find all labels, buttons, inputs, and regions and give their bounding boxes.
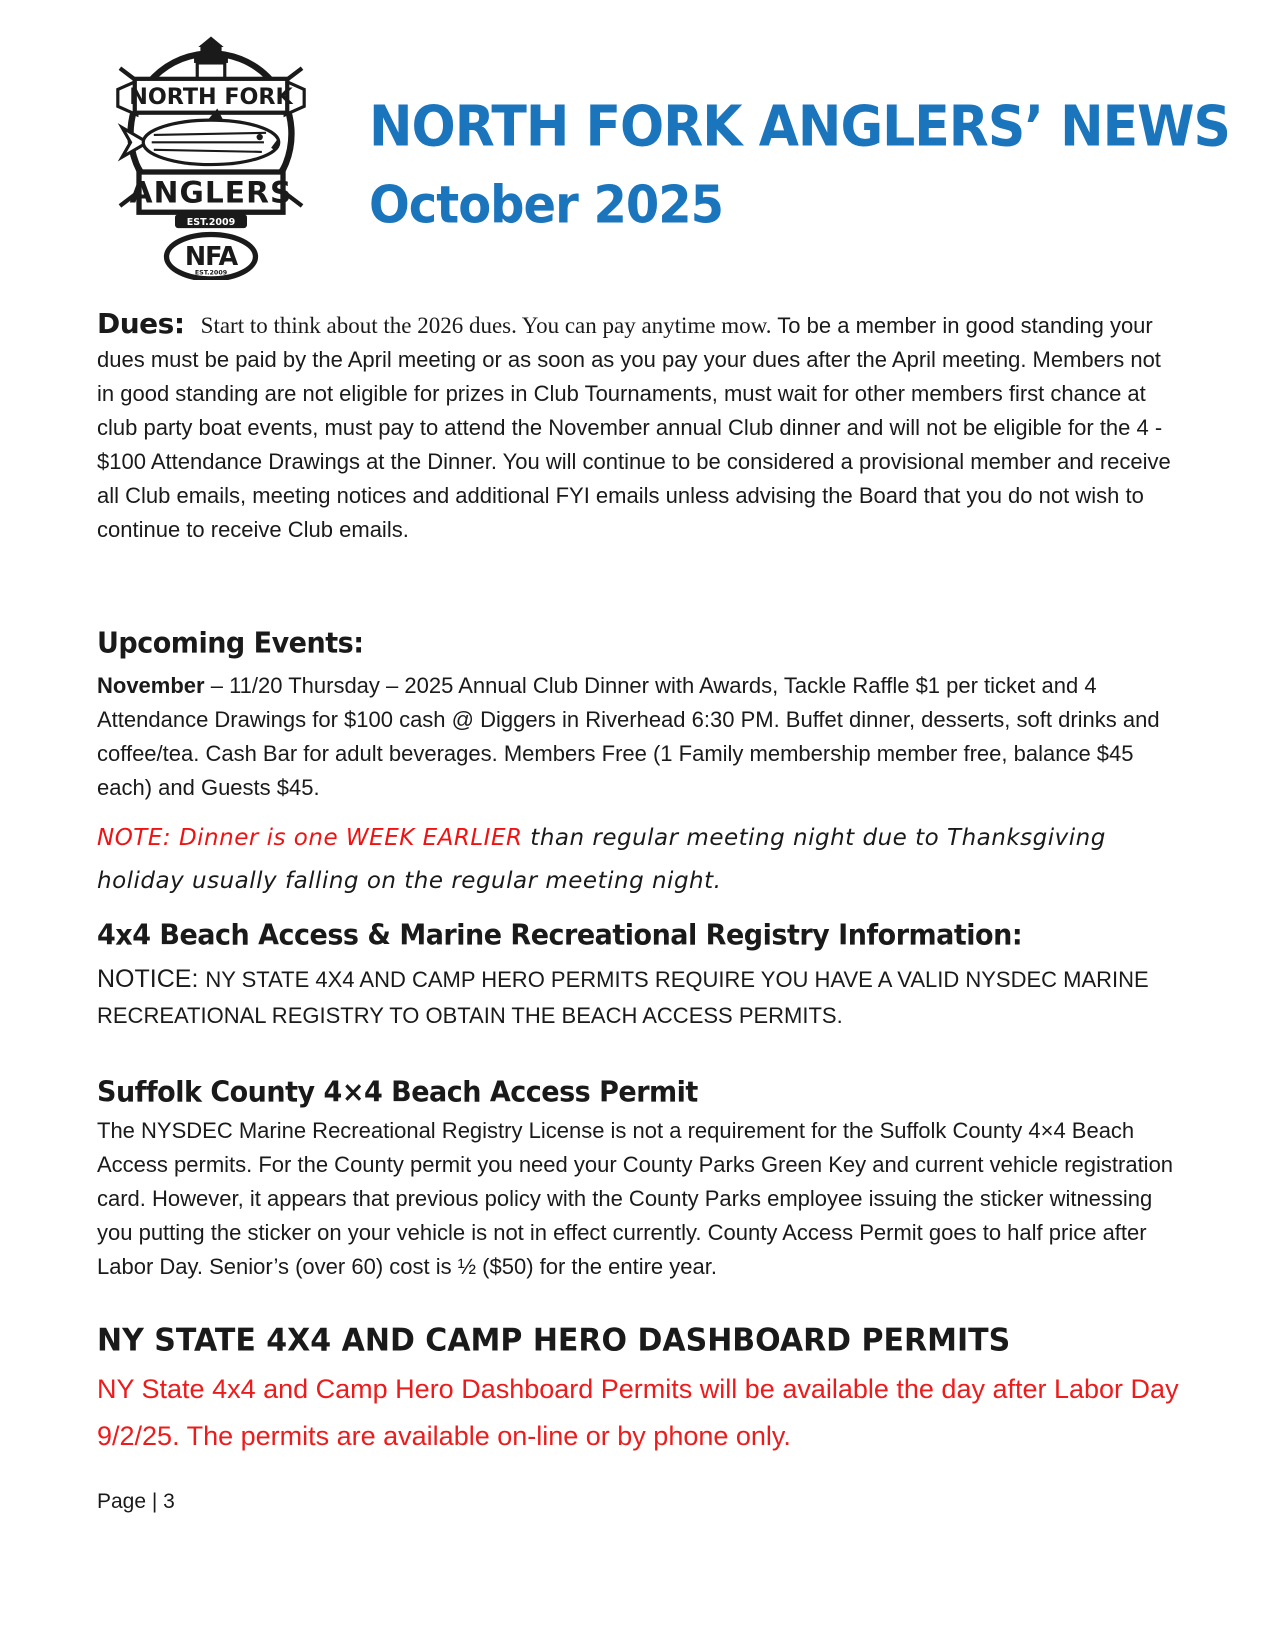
- title-block: [369, 28, 1230, 236]
- newsletter-header: [97, 28, 1230, 285]
- dues-label: Dues:: [97, 307, 185, 340]
- registry-info-heading: 4x4 Beach Access & Marine Recreational Registry Information:: [97, 919, 1023, 952]
- nfa-oval-logo-icon: [167, 234, 256, 278]
- nfa-text: NFA: [184, 241, 238, 272]
- notice-text: NY STATE 4X4 AND CAMP HERO PERMITS REQUIRE YOU HAVE A VALID NYSDEC MARINE RECREATIONAL REGISTRY TO OBTAIN THE BEACH ACCESS PERMITS.: [97, 967, 1149, 1028]
- november-event-text: – 11/20 Thursday – 2025 Annual Club Dinner with Awards, Tackle Raffle $1 per ticket and 4 Attendance Drawings for $100 cash @ Diggers in Riverhead 6:30 PM. Buffet dinner, desserts, soft drinks and coffee/tea. Cash Bar for adult beverages. Members Free (1 Family membership member free, balance $45 each) and Guests $45.: [97, 673, 1160, 800]
- newsletter-issue-date: October 2025: [369, 174, 724, 236]
- club-logo: [105, 28, 317, 285]
- suffolk-permit-paragraph: The NYSDEC Marine Recreational Registry License is not a requirement for the Suffolk County 4×4 Beach Access permits. For the County permit you need your County Parks Green Key and current vehicle registration card. However, it appears that previous policy with the County Parks employee issuing the sticker witnessing you putting the sticker on your vehicle is not in effect currently. County Access Permit goes to half price after Labor Day. Senior’s (over 60) cost is ½ ($50) for the entire year.: [97, 1118, 1174, 1279]
- ny-state-permits-heading: NY STATE 4X4 AND CAMP HERO DASHBOARD PERMITS: [97, 1322, 1011, 1359]
- badge-bottom-text: ANGLERS: [129, 174, 293, 210]
- badge-est-plate: [175, 214, 247, 228]
- nfa-est-text: EST.2009: [194, 269, 228, 277]
- dinner-note-paragraph: [97, 817, 1180, 903]
- notice-label: NOTICE:: [97, 965, 206, 993]
- club-badge-logo-icon: [105, 28, 317, 280]
- badge-top-text: NORTH FORK: [129, 84, 293, 111]
- suffolk-permit-heading: Suffolk County 4×4 Beach Access Permit: [97, 1076, 698, 1109]
- anglers-banner: [130, 172, 293, 212]
- november-event-paragraph: [97, 669, 1180, 805]
- ny-state-permits-alert: NY State 4x4 and Camp Hero Dashboard Permits will be available the day after Labor Day 9/2/25. The permits are available on-line or by phone only.: [97, 1374, 1179, 1451]
- page-number-footer: Page | 3: [97, 1490, 175, 1513]
- dues-body-text: To be a member in good standing your dues must be paid by the April meeting or as soon as you pay your dues after the April meeting. Members not in good standing are not eligible for prizes in Club Tournaments, must wait for other members first chance at club party boat events, must pay to attend the November annual Club dinner and will not be eligible for the 4 - $100 Attendance Drawings at the Dinner. You will continue to be considered a provisional member and receive all Club emails, meeting notices and additional FYI emails unless advising the Board that you do not wish to continue to receive Club emails.: [97, 313, 1171, 542]
- notice-paragraph: [97, 961, 1180, 1034]
- dues-lead-sentence: Start to think about the 2026 dues. You can pay anytime mow.: [200, 313, 778, 338]
- newsletter-title: NORTH FORK ANGLERS’ NEWS: [369, 94, 1230, 160]
- dues-paragraph: [97, 307, 1180, 547]
- november-label: November: [97, 673, 205, 698]
- dinner-note-red-text: NOTE: Dinner is one WEEK EARLIER: [97, 825, 531, 851]
- dinner-note-black-text: than regular meeting night due to Thanksgiving holiday usually falling on the regular meeting night.: [97, 825, 1106, 894]
- badge-est-text: EST.2009: [186, 216, 236, 228]
- north-fork-banner: [118, 79, 304, 115]
- upcoming-events-heading: Upcoming Events:: [97, 627, 364, 660]
